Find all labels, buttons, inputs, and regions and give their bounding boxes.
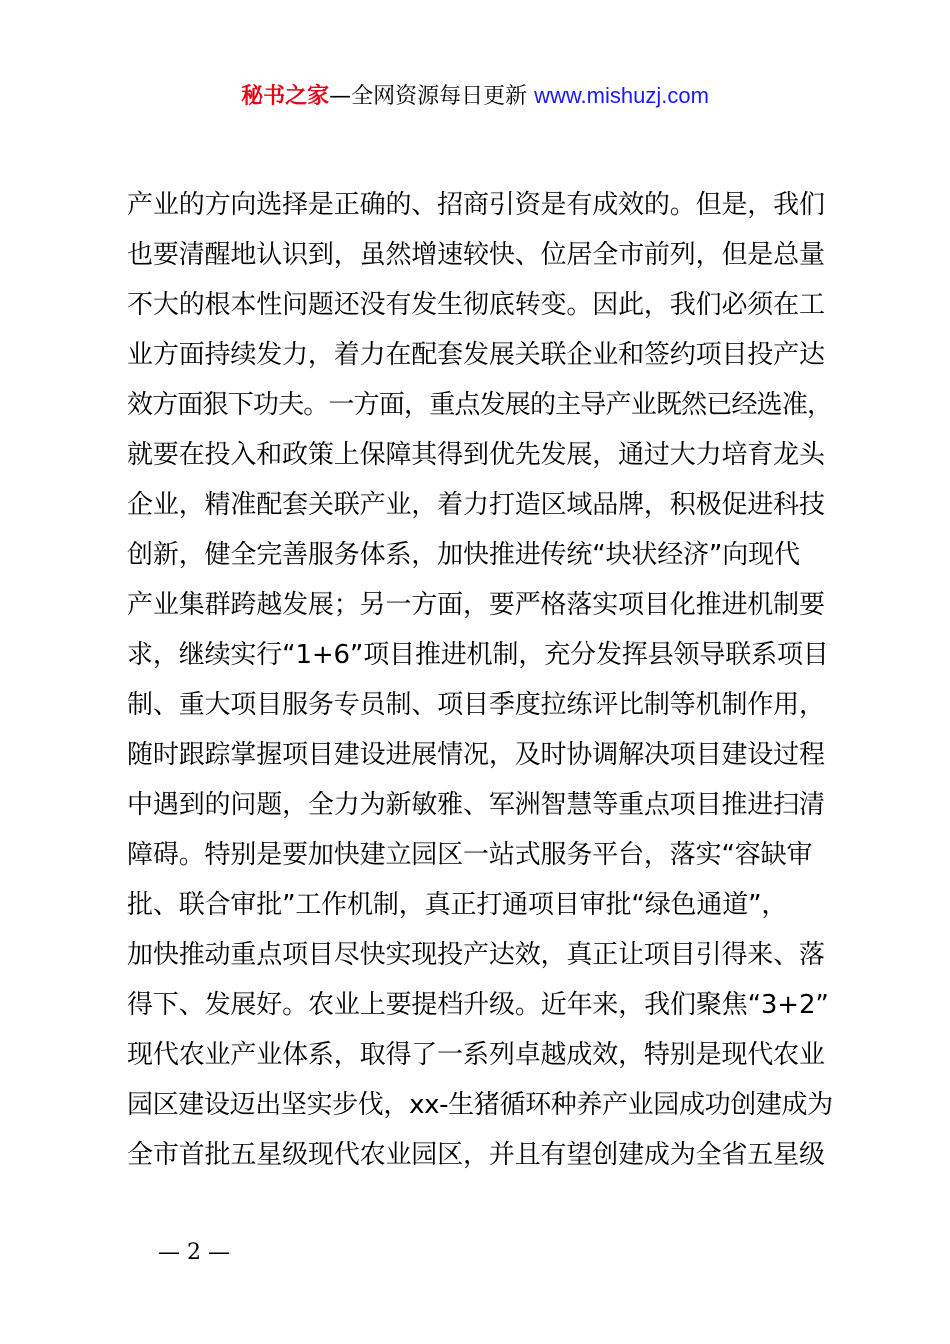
brand-name: 秘书之家 [241, 84, 330, 109]
page-number: — 2 — [158, 1240, 230, 1265]
body-line: 企业，精准配套关联产业，着力打造区域品牌，积极促进科技 [127, 490, 825, 520]
body-line: 园区建设迈出坚实步伐，xx-生猪循环种养产业园成功创建成为 [127, 1090, 833, 1120]
body-line: 批、联合审批”工作机制，真正打通项目审批“绿色通道”， [127, 890, 788, 920]
site-url-link[interactable]: www.mishuzj.com [534, 83, 709, 108]
body-line: 效方面狠下功夫。一方面，重点发展的主导产业既然已经选准， [127, 390, 833, 420]
body-line: 求，继续实行“1+6”项目推进机制，充分发挥县领导联系项目 [127, 640, 829, 670]
body-line: 产业的方向选择是正确的、招商引资是有成效的。但是，我们 [127, 190, 825, 220]
header-tagline: —全网资源每日更新 [329, 84, 528, 109]
body-line: 创新，健全完善服务体系，加快推进传统“块状经济”向现代 [127, 540, 800, 570]
body-line: 现代农业产业体系，取得了一系列卓越成效，特别是现代农业 [127, 1040, 825, 1070]
body-line: 随时跟踪掌握项目建设进展情况，及时协调解决项目建设过程 [127, 740, 825, 770]
body-line: 就要在投入和政策上保障其得到优先发展，通过大力培育龙头 [127, 440, 825, 470]
body-line: 加快推动重点项目尽快实现投产达效，真正让项目引得来、落 [127, 940, 825, 970]
body-line: 业方面持续发力，着力在配套发展关联企业和签约项目投产达 [127, 340, 825, 370]
document-body [127, 186, 837, 1186]
site-header [0, 80, 950, 113]
body-line: 中遇到的问题，全力为新敏雅、军洲智慧等重点项目推进扫清 [127, 790, 825, 820]
body-line: 全市首批五星级现代农业园区，并且有望创建成为全省五星级 [127, 1140, 825, 1170]
body-line: 不大的根本性问题还没有发生彻底转变。因此，我们必须在工 [127, 290, 825, 320]
body-line: 得下、发展好。农业上要提档升级。近年来，我们聚焦“3+2” [127, 990, 829, 1020]
body-line: 障碍。特别是要加快建立园区一站式服务平台，落实“容缺审 [127, 840, 813, 870]
body-line: 制、重大项目服务专员制、项目季度拉练评比制等机制作用， [127, 690, 825, 720]
body-line: 产业集群跨越发展；另一方面，要严格落实项目化推进机制要 [127, 590, 825, 620]
body-line: 也要清醒地认识到，虽然增速较快、位居全市前列，但是总量 [127, 240, 825, 270]
